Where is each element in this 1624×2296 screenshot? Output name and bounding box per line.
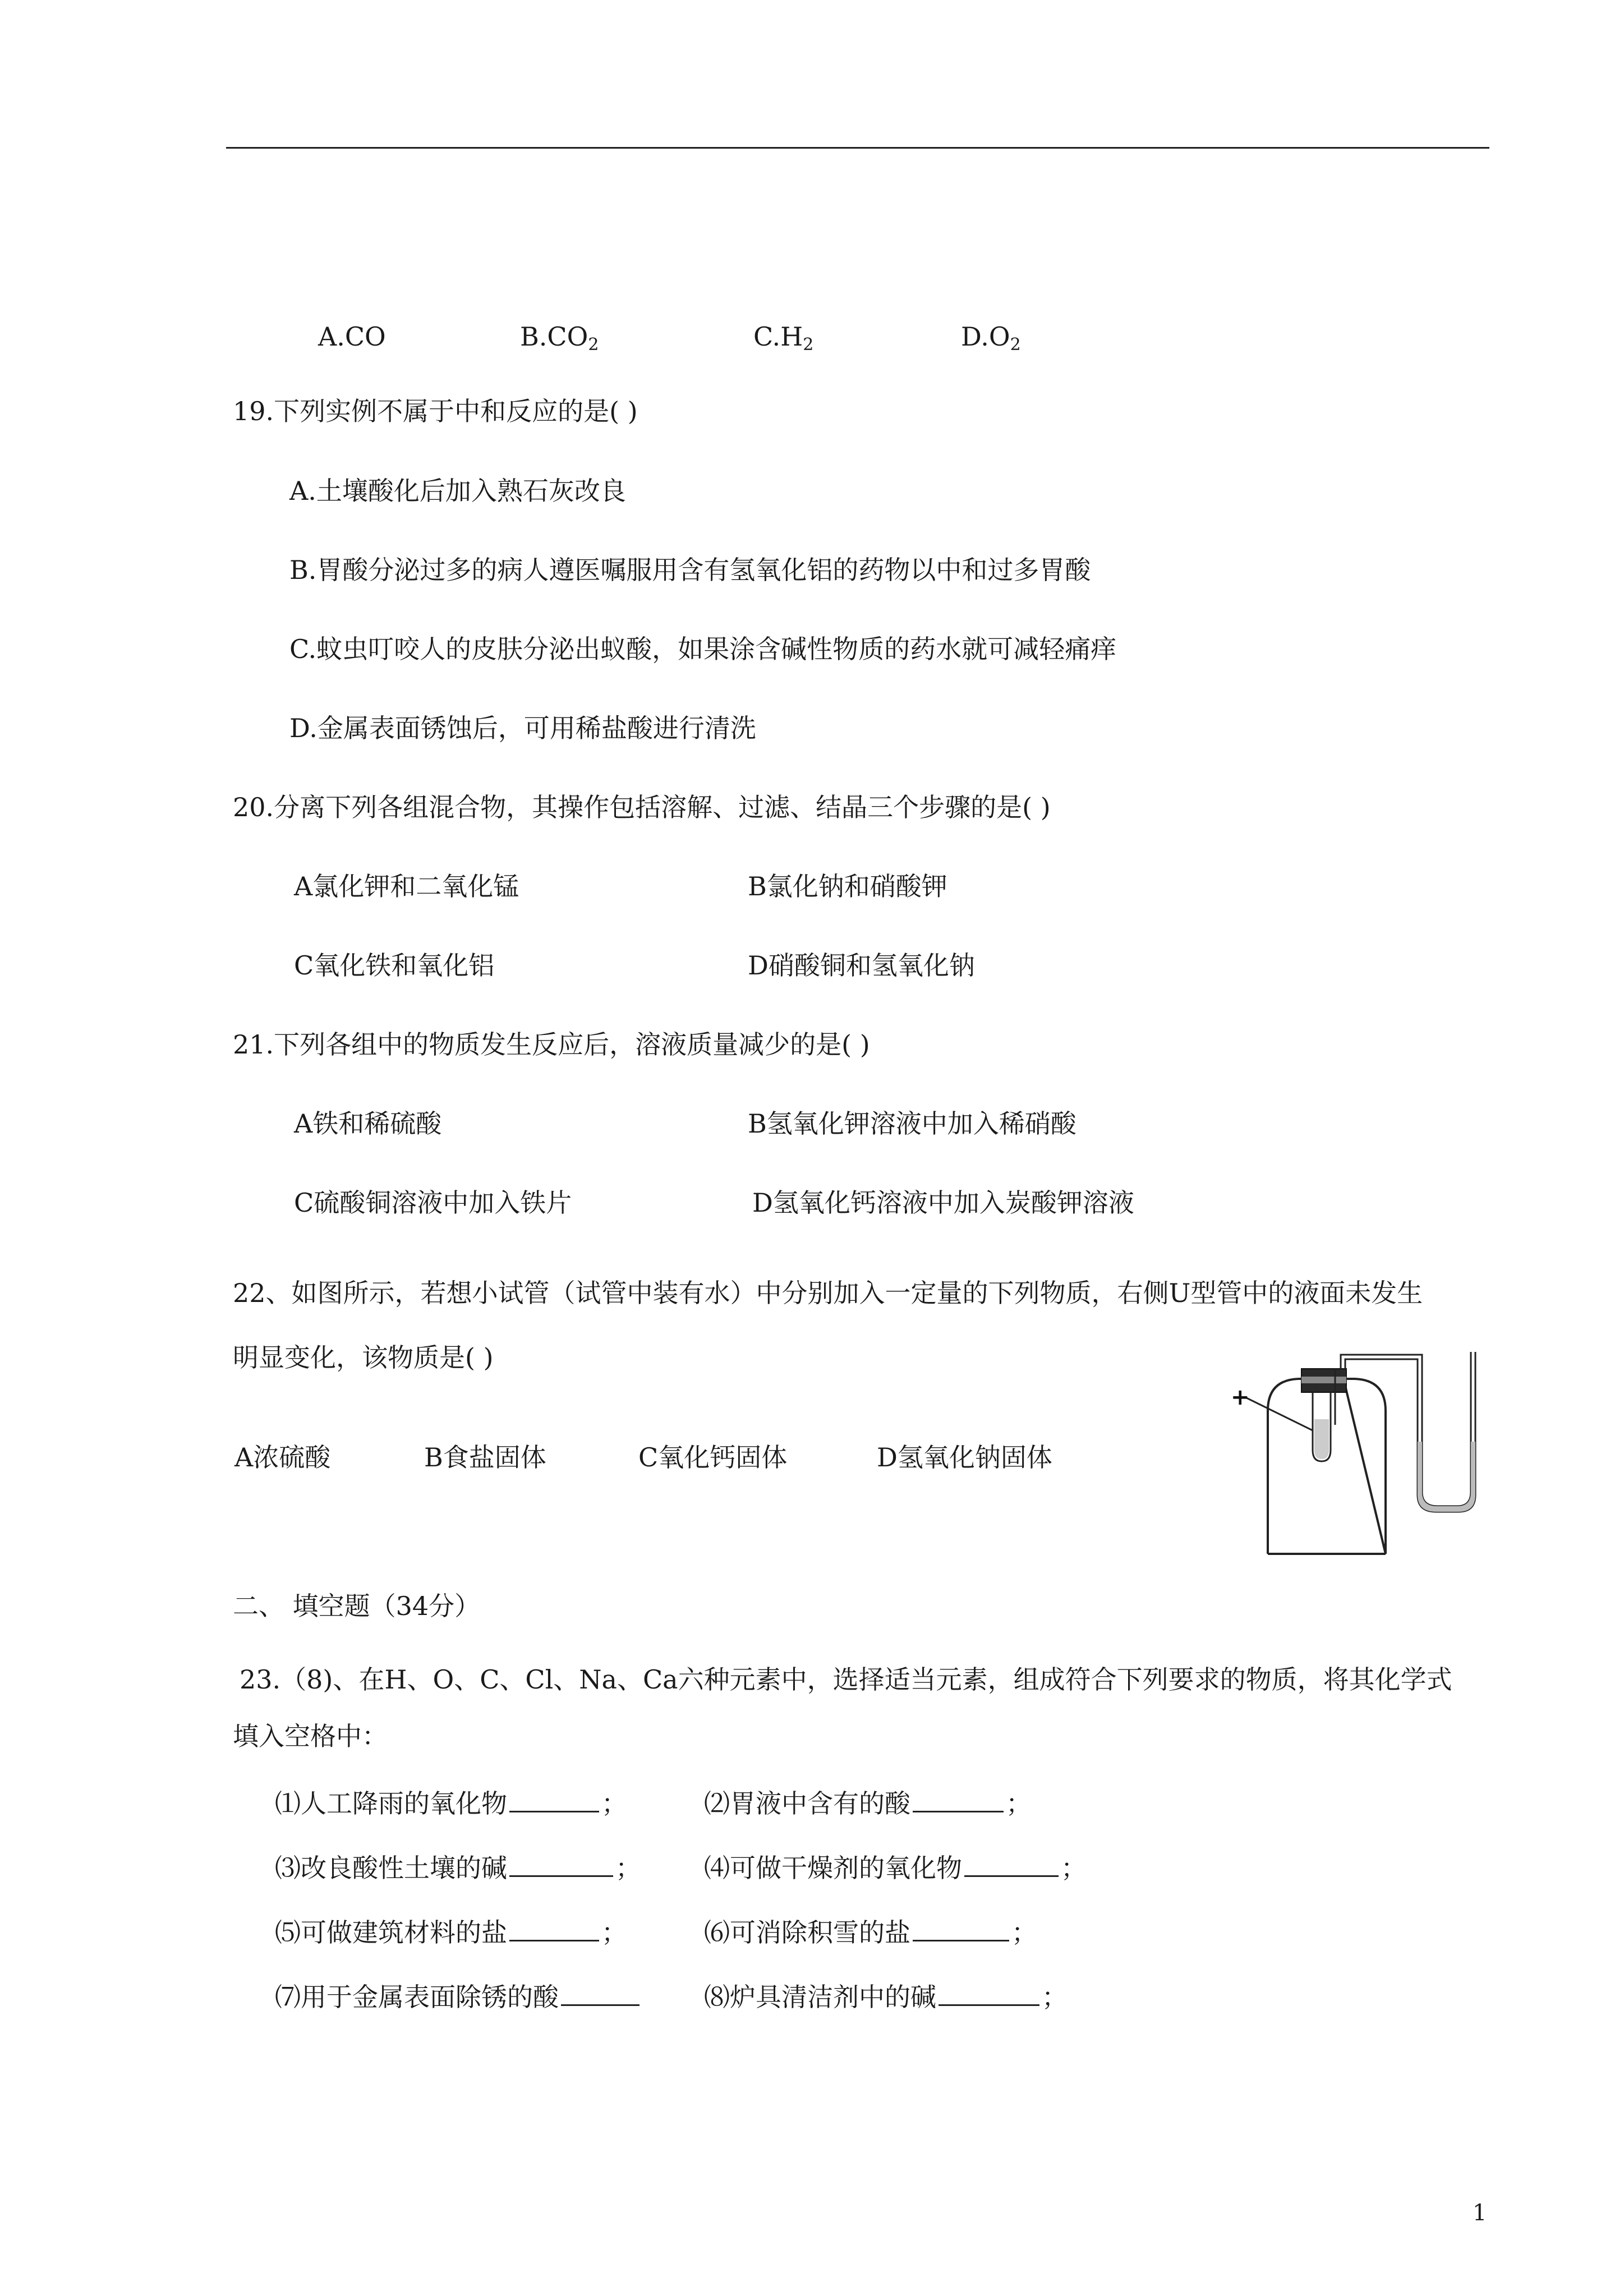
q18-option-a: A.CO bbox=[318, 321, 386, 352]
u-tube-inner bbox=[1422, 1352, 1471, 1506]
q20-stem: 20.分离下列各组混合物，其操作包括溶解、过滤、结晶三个步骤的是( ) bbox=[233, 792, 1051, 822]
q23-item-6: ⑹可消除积雪的盐 ； bbox=[704, 1913, 1037, 1949]
answer-blank-3[interactable] bbox=[509, 1848, 613, 1877]
connecting-tube bbox=[1341, 1355, 1422, 1374]
q20-option-c: C氧化铁和氧化铝 bbox=[294, 950, 495, 981]
q23-item-2: ⑵胃液中含有的酸 ； bbox=[704, 1784, 1032, 1820]
q22-option-c: C氧化钙固体 bbox=[638, 1442, 788, 1473]
connecting-tube-inner bbox=[1345, 1359, 1418, 1374]
q22-option-b: B食盐固体 bbox=[424, 1442, 546, 1473]
u-tube-outer bbox=[1418, 1352, 1475, 1512]
q20-option-d: D硝酸铜和氢氧化钠 bbox=[748, 950, 975, 981]
q22-option-a: A浓硫酸 bbox=[234, 1442, 331, 1473]
q19-stem: 19.下列实例不属于中和反应的是( ) bbox=[233, 396, 638, 426]
answer-blank-5[interactable] bbox=[509, 1913, 599, 1941]
q21-stem: 21.下列各组中的物质发生反应后，溶液质量减少的是( ) bbox=[233, 1029, 870, 1060]
apparatus-diagram bbox=[1229, 1352, 1492, 1559]
answer-blank-8[interactable] bbox=[938, 1977, 1039, 2006]
q23-item-1: ⑴人工降雨的氧化物 ； bbox=[275, 1784, 627, 1820]
answer-blank-1[interactable] bbox=[509, 1784, 599, 1812]
q18-option-d: $D.O_2$ bbox=[961, 321, 1021, 355]
q20-option-a: A氯化钾和二氧化锰 bbox=[294, 871, 519, 901]
q23-stem-line2: 填入空格中： bbox=[233, 1721, 388, 1751]
q21-option-b: B氢氧化钾溶液中加入稀硝酸 bbox=[748, 1108, 1076, 1139]
q22-stem-line1: 22、如图所示，若想小试管（试管中装有水）中分别加入一定量的下列物质，右侧U型管中的液面未发生 bbox=[233, 1278, 1423, 1308]
q18-option-c: $C.H_2$ bbox=[753, 321, 814, 355]
q23-item-5: ⑸可做建筑材料的盐 ； bbox=[275, 1913, 627, 1949]
stopper-band bbox=[1301, 1377, 1346, 1383]
answer-blank-7[interactable] bbox=[561, 1977, 640, 2006]
q19-option-c: C.蚊虫叮咬人的皮肤分泌出蚁酸，如果涂含碱性物质的药水就可减轻痛痒 bbox=[289, 634, 1117, 664]
q21-option-c: C硫酸铜溶液中加入铁片 bbox=[294, 1188, 572, 1218]
q22-option-d: D氢氧化钠固体 bbox=[877, 1442, 1052, 1473]
q21-option-d: D氢氧化钙溶液中加入炭酸钾溶液 bbox=[752, 1188, 1134, 1218]
header-rule bbox=[226, 147, 1489, 149]
q21-option-a: A铁和稀硫酸 bbox=[294, 1108, 442, 1139]
u-tube-liquid bbox=[1418, 1442, 1475, 1512]
q23-item-4: ⑷可做干燥剂的氧化物 ； bbox=[704, 1848, 1087, 1885]
q19-option-d: D.金属表面锈蚀后，可用稀盐酸进行清洗 bbox=[289, 713, 756, 743]
q23-item-8: ⑻炉具清洁剂中的碱 ； bbox=[704, 1977, 1068, 2014]
q19-option-b: B.胃酸分泌过多的病人遵医嘱服用含有氢氧化铝的药物以中和过多胃酸 bbox=[289, 555, 1091, 585]
q23-stem-line1: 23.（8)、在H、O、C、Cl、Na、Ca六种元素中，选择适当元素，组成符合下列要求的物质，将其化学式 bbox=[240, 1664, 1452, 1695]
q19-option-a: A.土壤酸化后加入熟石灰改良 bbox=[289, 476, 626, 506]
answer-blank-2[interactable] bbox=[913, 1784, 1004, 1812]
q18-option-b: $B.CO_2$ bbox=[520, 321, 599, 355]
q22-stem-line2: 明显变化，该物质是( ) bbox=[233, 1342, 494, 1373]
pointer-line bbox=[1244, 1397, 1313, 1430]
q20-option-b: B氯化钠和硝酸钾 bbox=[748, 871, 947, 901]
q23-item-7: ⑺用于金属表面除锈的酸 bbox=[275, 1977, 642, 2014]
section-title: 二、 填空题（34分） bbox=[233, 1591, 481, 1621]
answer-blank-4[interactable] bbox=[964, 1848, 1059, 1877]
plus-sign: + bbox=[1231, 1384, 1250, 1410]
q23-item-3: ⑶改良酸性土壤的碱 ； bbox=[275, 1848, 641, 1885]
flask-outline bbox=[1268, 1379, 1386, 1554]
page-number: 1 bbox=[1473, 2200, 1487, 2226]
answer-blank-6[interactable] bbox=[913, 1913, 1009, 1941]
test-tube-water bbox=[1314, 1419, 1329, 1459]
